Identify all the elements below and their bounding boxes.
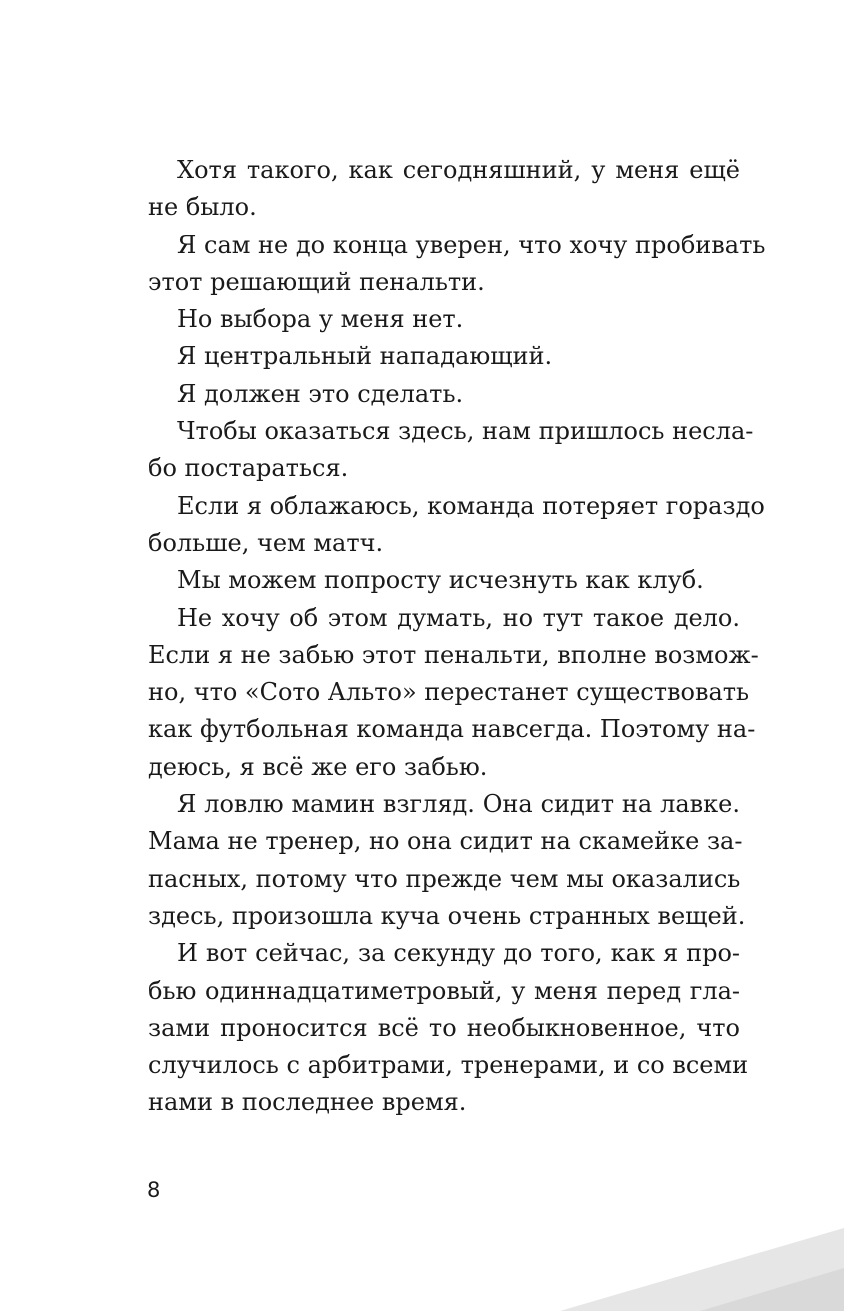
text-line: Хотя такого, как сегодняшний, у меня ещё: [177, 156, 740, 184]
text-line: пасных, потому что прежде чем мы оказались: [148, 864, 741, 893]
text-line: здесь, произошла куча очень странных вещей.: [148, 901, 746, 930]
paragraph: [148, 600, 759, 786]
text-line: Чтобы оказаться здесь, нам пришлось несла-: [177, 417, 754, 446]
text-line: Если я не забью этот пенальти, вполне возмож-: [148, 640, 759, 669]
text-line: Не хочу об этом думать, но тут такое дело.: [177, 603, 740, 632]
text-line: больше, чем матч.: [148, 528, 384, 557]
body-text: [148, 152, 766, 1122]
paragraph: [148, 338, 740, 375]
text-line: Я должен это сделать.: [177, 379, 464, 408]
text-line: деюсь, я всё же его забью.: [148, 752, 488, 781]
paragraph: [148, 935, 749, 1121]
text-line: бо постараться.: [148, 454, 349, 483]
text-line: не было.: [148, 193, 257, 222]
text-line: Я центральный нападающий.: [177, 342, 553, 371]
text-line: Мы можем попросту исчезнуть как клуб.: [177, 566, 704, 595]
text-line: Мама не тренер, но она сидит на скамейке за-: [148, 827, 743, 856]
paragraph: [148, 786, 746, 935]
paragraph: [148, 562, 740, 599]
text-line: Но выбора у меня нет.: [177, 305, 464, 334]
paragraph: [148, 227, 766, 302]
text-line: нами в последнее время.: [148, 1088, 467, 1117]
paragraph: [148, 413, 754, 488]
text-line: Я ловлю мамин взгляд. Она сидит на лавке.: [177, 790, 740, 819]
text-line: И вот сейчас, за секунду до того, как я про-: [177, 939, 740, 968]
text-line: случилось с арбитрами, тренерами, и со всеми: [148, 1051, 749, 1080]
text-line: Если я облажаюсь, команда потеряет гораздо: [177, 491, 765, 520]
text-line: этот решающий пенальти.: [148, 267, 485, 296]
paragraph: [148, 152, 740, 227]
text-line: но, что «Сото Альто» перестанет существовать: [148, 678, 750, 707]
paragraph: [148, 488, 765, 563]
text-line: как футбольная команда навсегда. Поэтому на-: [148, 715, 756, 744]
text-line: Я сам не до конца уверен, что хочу пробивать: [177, 230, 766, 259]
paragraph: [148, 301, 740, 338]
text-line: зами проносится всё то необыкновенное, что: [148, 1013, 740, 1042]
paragraph: [148, 376, 740, 413]
text-line: бью одиннадцатиметровый, у меня перед гла-: [148, 976, 740, 1005]
page-number: 8: [147, 1178, 161, 1202]
